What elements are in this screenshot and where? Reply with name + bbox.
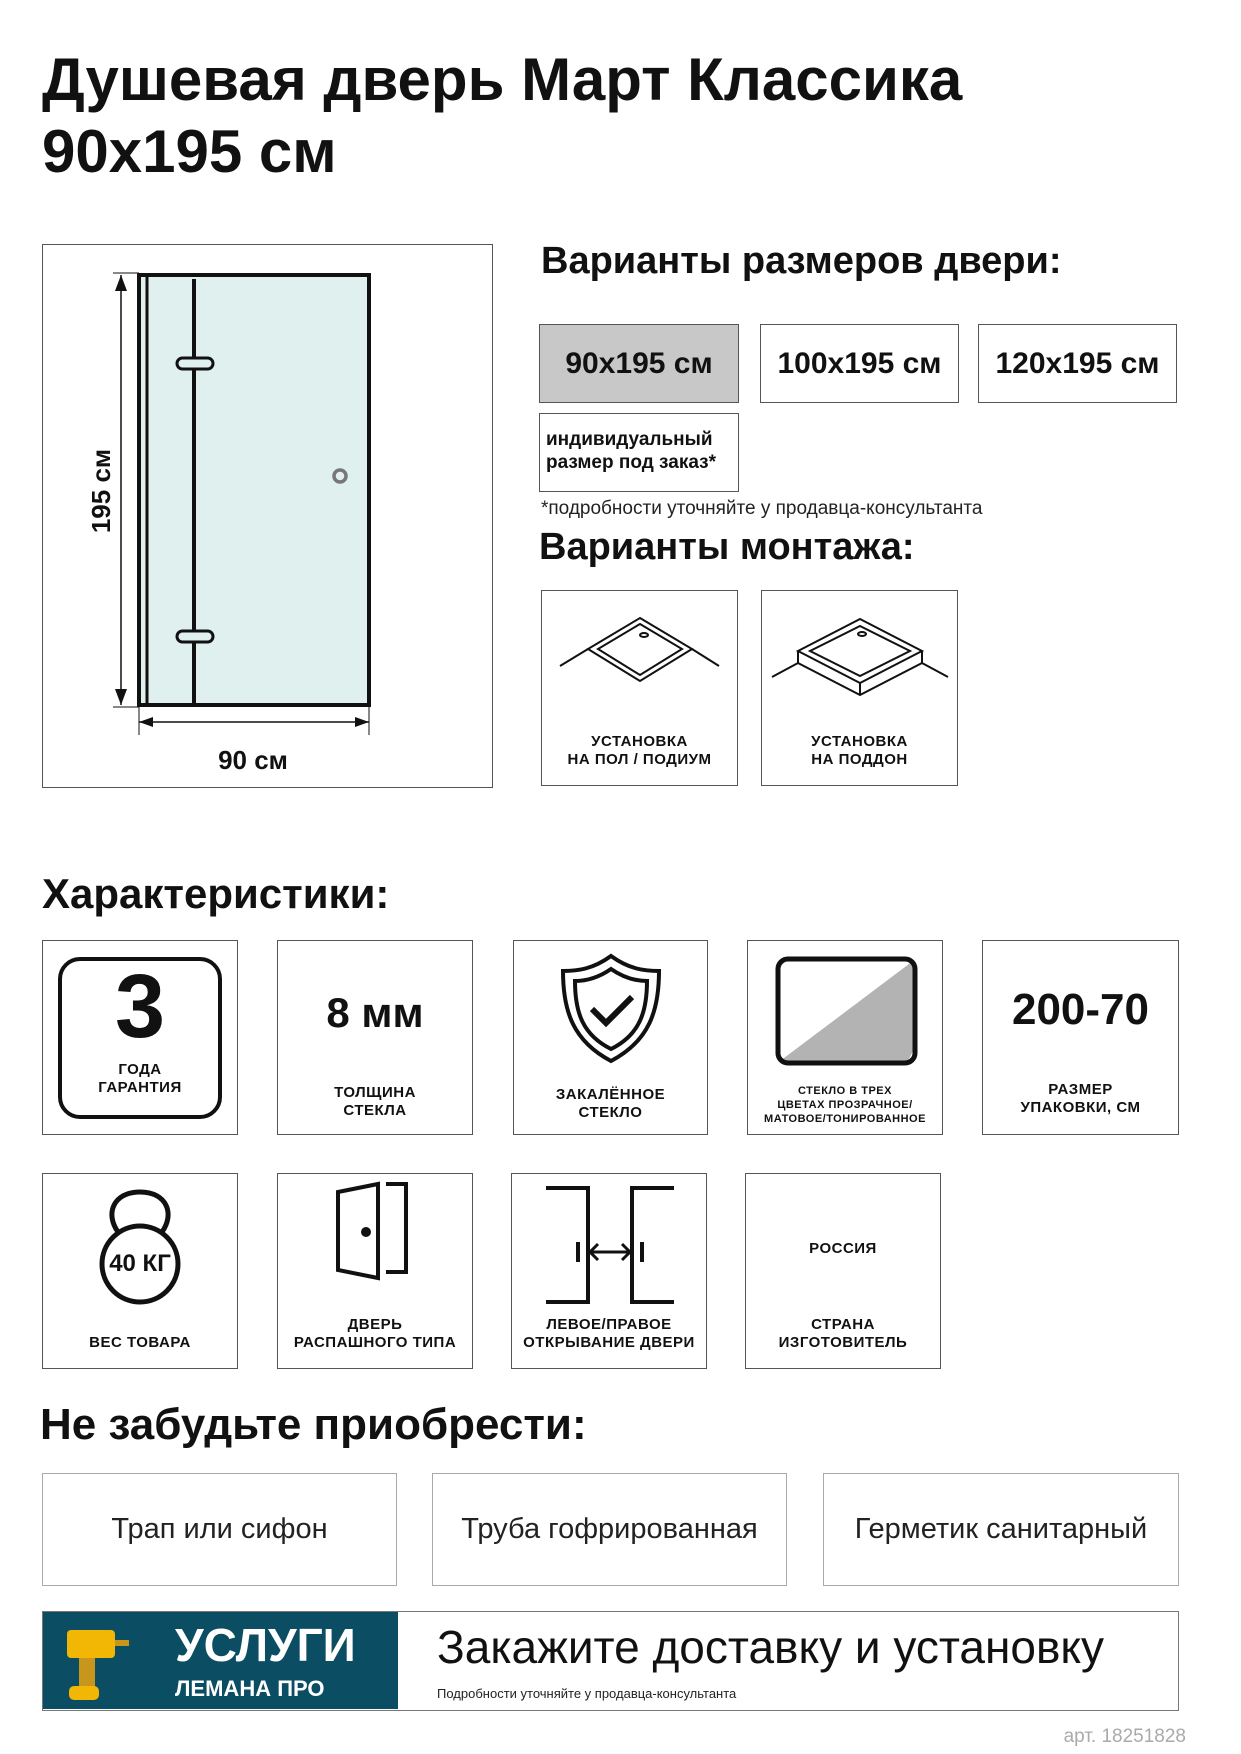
services-logo-panel (43, 1612, 398, 1709)
glass-colors-label: СТЕКЛО В ТРЕХ ЦВЕТАХ ПРОЗРАЧНОЕ/ МАТОВОЕ/ТОНИРОВАННОЕ (764, 1085, 926, 1125)
sizes-note: *подробности уточняйте у продавца-консультанта (541, 498, 983, 519)
spec-tempered (513, 940, 708, 1135)
left-right-opening-icon (512, 1174, 708, 1309)
spec-thickness (277, 940, 473, 1135)
services-title: УСЛУГИ (175, 1619, 356, 1671)
warranty-years: 3 (114, 957, 166, 1057)
page-title: Душевая дверь Март Классика 90x195 см (42, 46, 963, 185)
banner-note: Подробности уточняйте у продавца-консультанта (437, 1686, 737, 1701)
spec-weight (42, 1173, 238, 1369)
sizes-heading: Варианты размеров двери: (541, 240, 1062, 282)
banner-headline: Закажите доставку и установку (437, 1621, 1105, 1673)
shield-check-icon (514, 941, 709, 1071)
door-type-label: ДВЕРЬ РАСПАШНОГО ТИПА (293, 1316, 457, 1351)
thickness-label: ТОЛЩИНА СТЕКЛА (334, 1084, 416, 1119)
glass-colors-icon (748, 941, 944, 1071)
buy-item-sealant[interactable]: Герметик санитарный (823, 1473, 1179, 1586)
thickness-value: 8 мм (326, 989, 424, 1036)
package-size-value: 200-70 (1011, 985, 1149, 1034)
mount-tray-label: УСТАНОВКА НА ПОДДОН (811, 733, 908, 768)
weight-label: ВЕС ТОВАРА (89, 1334, 191, 1351)
spec-door-type (277, 1173, 473, 1369)
spec-opening (511, 1173, 707, 1369)
width-label: 90 см (218, 745, 288, 775)
size-option-custom[interactable] (539, 413, 739, 492)
services-subtitle: ЛЕМАНА ПРО (175, 1676, 325, 1701)
opening-label: ЛЕВОЕ/ПРАВОЕ ОТКРЫВАНИЕ ДВЕРИ (523, 1316, 695, 1351)
floor-tray-icon (542, 591, 739, 711)
kettlebell-icon (43, 1174, 239, 1314)
services-banner[interactable] (42, 1611, 1179, 1711)
spec-origin (745, 1173, 941, 1369)
door-diagram (42, 244, 493, 788)
shower-tray-icon (762, 591, 959, 711)
article-number: арт. 18251828 (1063, 1726, 1186, 1747)
buy-item-drain[interactable]: Трап или сифон (42, 1473, 397, 1586)
origin-value: РОССИЯ (809, 1240, 877, 1257)
size-option-100x195[interactable]: 100x195 см (760, 324, 959, 403)
swing-door-icon (278, 1174, 474, 1304)
specs-heading: Характеристики: (42, 870, 390, 917)
mount-floor-label: УСТАНОВКА НА ПОЛ / ПОДИУМ (567, 733, 712, 768)
tempered-label: ЗАКАЛЁННОЕ СТЕКЛО (555, 1086, 666, 1121)
drill-icon (43, 1612, 133, 1709)
buy-item-pipe[interactable]: Труба гофрированная (432, 1473, 787, 1586)
spec-warranty (42, 940, 238, 1135)
warranty-label: ГОДА ГАРАНТИЯ (98, 1061, 182, 1096)
buy-heading: Не забудьте приобрести: (40, 1400, 587, 1449)
mount-option-floor[interactable] (541, 590, 738, 786)
mounting-heading: Варианты монтажа: (539, 526, 915, 568)
height-label: 195 см (86, 448, 116, 534)
mount-option-tray[interactable] (761, 590, 958, 786)
size-option-120x195[interactable]: 120x195 см (978, 324, 1177, 403)
size-option-90x195[interactable]: 90x195 см (539, 324, 739, 403)
origin-label: СТРАНА ИЗГОТОВИТЕЛЬ (778, 1316, 908, 1351)
spec-glass-colors (747, 940, 943, 1135)
weight-value: 40 КГ (109, 1250, 171, 1277)
spec-package-size (982, 940, 1179, 1135)
package-size-label: РАЗМЕР УПАКОВКИ, СМ (1020, 1081, 1141, 1116)
custom-size-label: индивидуальный размер под заказ* (546, 429, 716, 473)
